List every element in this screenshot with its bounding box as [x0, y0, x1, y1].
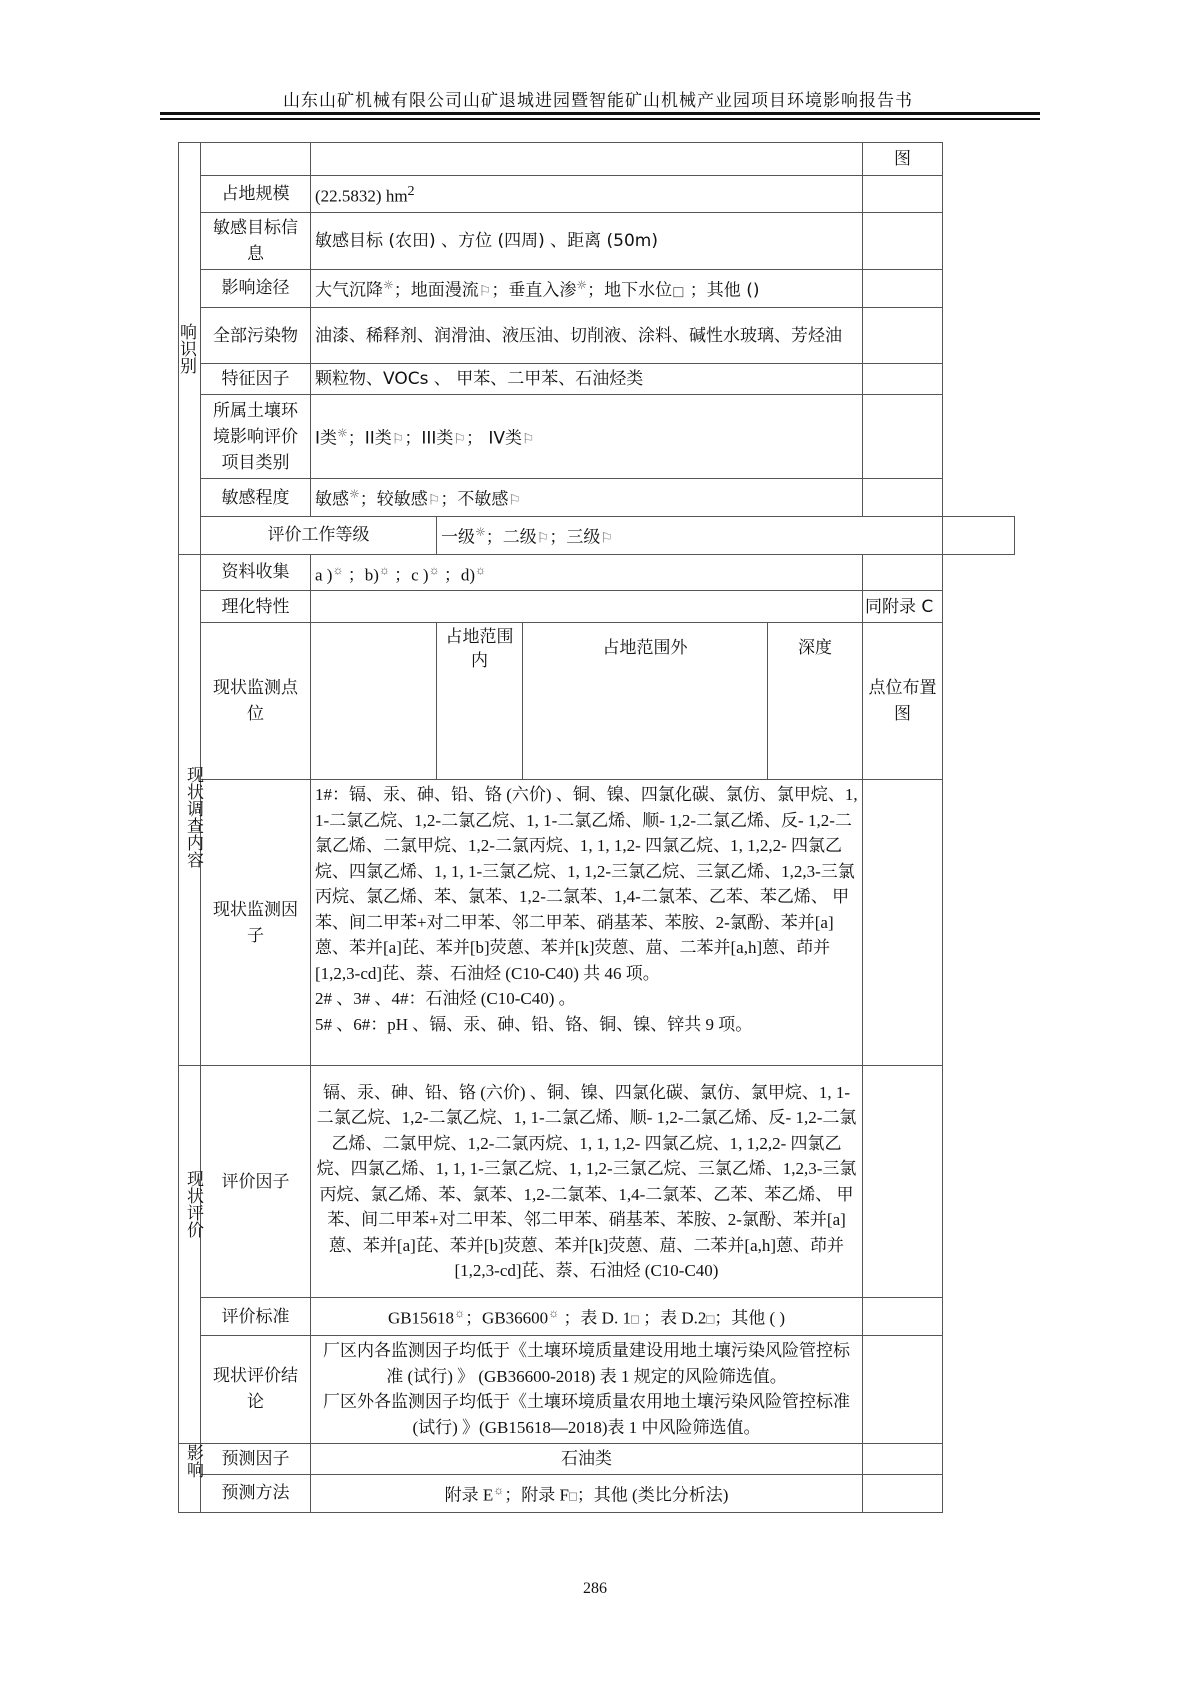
monitor-factors-label: 现状监测因子	[201, 780, 311, 1066]
unchecked-flag-icon: ⚐	[427, 492, 441, 509]
section-identify: 响识别	[179, 143, 201, 555]
option-text: ；附录 F	[504, 1485, 569, 1505]
blank-cell	[863, 395, 943, 479]
checkbox-icon: □	[630, 1311, 639, 1327]
eval-factors-value: 镉、汞、砷、铅、铬 (六价) 、铜、镍、四氯化碳、氯仿、氯甲烷、1, 1-二氯乙烷、1,2-二氯乙烷、1, 1-二氯乙烯、顺- 1,2-二氯乙烯、反- 1,2-二氯乙烯、二氯甲烷、1,2-二氯丙烷、1, 1, 1,2- 四氯乙烷、1, 1,2,2- 四氯乙烷、四氯乙烯、1, 1, 1-三氯乙烷、1, 1,2-三氯乙烷、三氯乙烯、1,2,3-三氯丙烷、氯乙烯、苯、氯苯、1,2-二氯苯、1,4-二氯苯、乙苯、苯乙烯、 甲苯、间二甲苯+对二甲苯、邻二甲苯、硝基苯、苯胺、2-氯酚、苯并[a]蒽、苯并[a]芘、苯并[b]荧蒽、苯并[k]荧蒽、䓛、二苯并[a,h]蒽、茚并[1,2,3-cd]芘、萘、石油烃 (C10-C40)	[311, 1066, 863, 1298]
header-outside-range: 占地范围外	[523, 623, 768, 780]
option-text: ；III类	[404, 429, 454, 450]
blank-cell	[863, 1335, 943, 1443]
option-text: ；三级	[549, 527, 601, 548]
blank-cell	[863, 479, 943, 517]
land-scale-sup: 2	[407, 183, 415, 199]
checked-icon: ☼	[475, 524, 486, 539]
header-inside-range: 占地范围内	[437, 623, 523, 780]
conclusion-label: 现状评价结论	[201, 1335, 311, 1443]
blank-cell	[863, 176, 943, 213]
monitor-factors-line: 5# 、6#：pH 、镉、汞、砷、铅、铬、铜、镍、锌共 9 项。	[315, 1014, 753, 1034]
blank-cell	[201, 143, 311, 176]
option-text: GB15618	[387, 1308, 455, 1328]
blank-cell	[863, 554, 943, 591]
checked-icon: ☼	[337, 426, 348, 441]
option-text: ；其他 ( )	[714, 1308, 786, 1328]
checked-icon: ☼	[493, 1482, 505, 1497]
option-text: 敏感	[315, 489, 349, 510]
category-label: 所属土壤环境影响评价项目类别	[201, 395, 311, 479]
sensitive-info-label: 敏感目标信息	[201, 212, 311, 269]
unchecked-flag-icon: ⚐	[391, 432, 405, 449]
checked-icon: ☼	[349, 487, 360, 502]
option-text: ；表 D.2	[638, 1308, 707, 1328]
checkbox-icon: □	[706, 1311, 715, 1327]
blank-cell	[863, 269, 943, 308]
document-header: 山东山矿机械有限公司山矿退城进园暨智能矿山机械产业园项目环境影响报告书	[283, 91, 913, 111]
section-survey-text: 现状调查内容	[183, 766, 203, 869]
page-number: 286	[583, 1580, 607, 1597]
pollutants-label: 全部污染物	[201, 308, 311, 364]
option-text: ；表 D. 1	[559, 1308, 631, 1328]
conclusion-paragraph: 厂区内各监测因子均低于《土壤环境质量建设用地土壤污染风险管控标准 (试行) 》 (GB36600-2018) 表 1 规定的风险筛选值。	[323, 1341, 850, 1386]
unchecked-flag-icon: ⚐	[453, 432, 466, 449]
soil-impact-table	[178, 142, 1015, 1513]
data-collect-options	[311, 554, 863, 591]
top-right-note: 图	[863, 143, 943, 176]
pred-method-label: 预测方法	[201, 1474, 311, 1512]
monitor-factors-line: 1#：镉、汞、砷、铅、铬 (六价) 、铜、镍、四氯化碳、氯仿、氯甲烷、1, 1-二氯乙烷、1,2-二氯乙烷、1, 1-二氯乙烯、顺- 1,2-二氯乙烯、反- 1,2-二氯乙烯、二氯甲烷、1,2-二氯丙烷、1, 1, 1,2- 四氯乙烷、1, 1,2,2- 四氯乙烷、四氯乙烯、1, 1, 1-三氯乙烷、1, 1,2-三氯乙烷、三氯乙烯、1,2,3-三氯丙烷、氯乙烯、苯、氯苯、1,2-二氯苯、1,4-二氯苯、乙苯、苯乙烯、 甲苯、间二甲苯+对二甲苯、邻二甲苯、硝基苯、苯胺、2-氯酚、苯并[a]蒽、苯并[a]芘、苯并[b]荧蒽、苯并[k]荧蒽、䓛、二苯并[a,h]蒽、茚并[1,2,3-cd]芘、萘、石油烃 (C10-C40) 共 46 项。	[315, 785, 858, 983]
option-text: 一级	[441, 527, 475, 548]
blank-cell	[863, 1298, 943, 1336]
option-text: ；地下水位	[587, 280, 673, 301]
point-layout-note: 点位布置图	[863, 623, 943, 780]
blank-cell	[863, 1066, 943, 1298]
blank-cell	[943, 516, 1015, 554]
physchem-label: 理化特性	[201, 591, 311, 623]
factors-label: 特征因子	[201, 364, 311, 395]
option-text: ；GB36600	[465, 1308, 549, 1328]
option-text: ；二级	[485, 527, 537, 548]
grade-label: 评价工作等级	[201, 516, 437, 554]
checked-icon: ☼	[332, 562, 344, 577]
pred-factor-value: 石油类	[311, 1443, 863, 1474]
section-assessment	[179, 1066, 201, 1444]
monitor-factors-value	[311, 780, 863, 1066]
land-scale-value	[311, 176, 863, 213]
blank-cell	[863, 780, 943, 1066]
checked-icon: ☼	[428, 562, 440, 577]
unchecked-flag-icon: ⚐	[508, 492, 521, 509]
monitor-factors-line: 2# 、3# 、4#：石油烃 (C10-C40) 。	[315, 989, 576, 1009]
option-text: ；垂直入渗	[491, 280, 577, 301]
option-text: 附录 E	[444, 1485, 494, 1505]
section-impact	[179, 1443, 201, 1512]
unchecked-flag-icon: ⚐	[536, 530, 550, 547]
data-collect-label: 资料收集	[201, 554, 311, 591]
sensitivity-options	[311, 479, 863, 517]
eval-standard-options	[311, 1298, 863, 1336]
pathway-label: 影响途径	[201, 269, 311, 308]
unchecked-flag-icon: ⚐	[478, 283, 492, 300]
option-text: ；d)	[439, 565, 476, 585]
option-text: 大气沉降	[315, 280, 383, 301]
physchem-note: 同附录 C	[863, 591, 943, 623]
eval-factors-label: 评价因子	[201, 1066, 311, 1298]
header-rule	[160, 112, 1040, 115]
option-text: ；较敏感	[359, 489, 428, 510]
blank-cell	[863, 1443, 943, 1474]
conclusion-paragraph: 厂区外各监测因子均低于《土壤环境质量农用地土壤污染风险管控标准 (试行) 》(GB15618—2018)表 1 中风险筛选值。	[323, 1392, 850, 1437]
land-scale-label: 占地规模	[201, 176, 311, 213]
checked-icon: ☼	[383, 277, 394, 292]
grade-options	[437, 516, 943, 554]
sensitivity-label: 敏感程度	[201, 479, 311, 517]
unchecked-flag-icon: ⚐	[600, 530, 613, 547]
checked-icon: ☼	[576, 277, 588, 292]
section-assessment-text: 现状评价	[183, 1170, 203, 1239]
land-scale-number: (22.5832) hm	[315, 186, 408, 206]
option-text: ；地面漫流	[393, 280, 479, 301]
option-text: a )	[315, 565, 333, 585]
option-text: ；II类	[347, 429, 392, 450]
header-rule-thin	[160, 118, 1040, 120]
blank-cell	[311, 623, 437, 780]
factors-value: 颗粒物、VOCs 、 甲苯、二甲苯、石油烃类	[311, 364, 863, 395]
monitor-points-label: 现状监测点位	[201, 623, 311, 780]
pathway-options	[311, 269, 863, 308]
checked-icon: ☼	[548, 1306, 560, 1321]
option-text: ；b)	[343, 565, 379, 585]
blank-cell	[863, 212, 943, 269]
checked-icon: ☼	[454, 1306, 466, 1321]
blank-cell	[311, 591, 863, 623]
option-text: ；不敏感	[440, 489, 509, 510]
conclusion-value	[311, 1335, 863, 1443]
blank-cell	[863, 308, 943, 364]
pred-method-options	[311, 1474, 863, 1512]
checkbox-icon: □	[568, 1488, 577, 1504]
pollutants-value: 油漆、稀释剂、润滑油、液压油、切削液、涂料、碱性水玻璃、芳烃油	[311, 308, 863, 364]
option-text: ；其他 ()	[684, 280, 760, 301]
checked-icon: ☼	[378, 562, 390, 577]
header-depth: 深度	[768, 623, 863, 780]
sensitive-info-value: 敏感目标 (农田) 、方位 (四周) 、距离 (50m)	[311, 212, 863, 269]
category-options	[311, 395, 863, 479]
blank-cell	[863, 364, 943, 395]
option-text: I类	[315, 429, 338, 450]
section-survey	[179, 554, 201, 1066]
option-text: ；c )	[389, 565, 429, 585]
option-text: ； IV类	[465, 429, 523, 450]
eval-standard-label: 评价标准	[201, 1298, 311, 1336]
pred-factor-label: 预测因子	[201, 1443, 311, 1474]
checkbox-icon: □	[672, 284, 685, 300]
checked-icon: ☼	[475, 562, 487, 577]
blank-cell	[311, 143, 863, 176]
section-impact-text: 影响	[183, 1443, 203, 1478]
unchecked-flag-icon: ⚐	[522, 432, 535, 449]
blank-cell	[863, 1474, 943, 1512]
option-text: ；其他 (类比分析法)	[576, 1485, 729, 1505]
